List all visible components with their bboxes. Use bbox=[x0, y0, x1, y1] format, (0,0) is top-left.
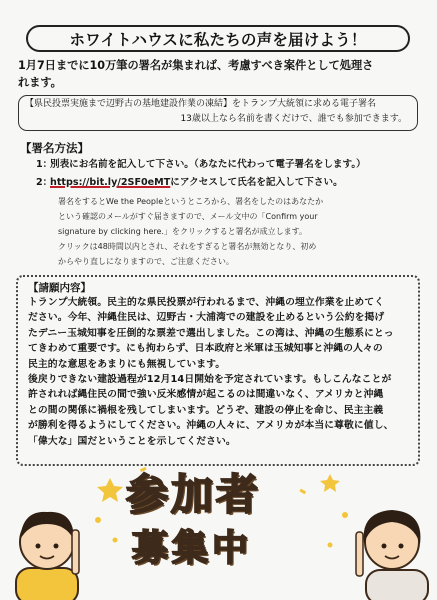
request-line: てきわめて重要です。にも拘わらず、日本政府と米軍は玉城知事と沖縄の人々の bbox=[28, 343, 383, 355]
step-1-text: 別表にお名前を記入して下さい。（あなたに代わって電子署名をします。） bbox=[50, 159, 366, 170]
child-right-icon bbox=[356, 510, 428, 600]
signing-step-2 bbox=[36, 176, 343, 190]
banner-line-1: 参加者 bbox=[126, 470, 262, 519]
request-line: ださい。今年、沖縄住民は、辺野古・大浦湾での建設を止めるという公約を掲げ bbox=[28, 312, 385, 324]
request-line: 「偉大な」国だということを示してください。 bbox=[28, 435, 236, 447]
note-line: という確認のメールがすぐ届きますので、メール文中の「Confirm your bbox=[58, 212, 318, 221]
lead-text bbox=[18, 57, 423, 91]
request-line: が勝利を得るようにしてください。沖縄の人々に、アメリカが本当に尊敬に値し、 bbox=[28, 420, 394, 432]
note-line: 署名をするとWe the Peopleというところから、署名をしたのはあなたか bbox=[58, 197, 324, 206]
note-line: クリックは48時間以内とされ、それをすぎると署名が無効となり、初め bbox=[58, 242, 317, 251]
request-line: 民主的な意思をあまりにも無視しています。 bbox=[28, 358, 226, 370]
request-line: との間の関係に禍根を残してしまいます。どうぞ、建設の停止を命じ、民主主義 bbox=[28, 404, 384, 416]
note-line: からやり直しになりますので、ご注意ください。 bbox=[58, 257, 234, 266]
petition-line-1: 【県民投票実施まで辺野古の基地建設作業の凍結】をトランプ大統領に求める電子署名 bbox=[25, 99, 377, 109]
petition-link[interactable]: https://bit.ly/2SF0eMT bbox=[50, 177, 171, 188]
step-2-number: 2： bbox=[36, 177, 53, 188]
request-line: たデニー玉城知事を圧倒的な票差で選出しました。この湾は、沖縄の生態系にとっ bbox=[28, 327, 394, 339]
lead-line-2: れます。 bbox=[18, 76, 62, 89]
petition-summary-box bbox=[18, 95, 418, 131]
lead-line-1: 1月7日までに10万筆の署名が集まれば、考慮すべき案件として処理さ bbox=[18, 59, 374, 72]
signing-step-1 bbox=[36, 158, 366, 172]
request-line: 許されれば縄住民の間で強い反米感情が起こるのは間違いなく、アメリカと沖縄 bbox=[28, 389, 384, 401]
child-left-icon bbox=[16, 512, 79, 600]
step-1-number: 1： bbox=[36, 159, 53, 170]
banner-line-2: 募集中 bbox=[132, 528, 253, 569]
page-title: ホワイトハウスに私たちの声を届けよう！ bbox=[26, 25, 410, 52]
note-line: signature by clicking here.」をクリックすると署名が成立します。 bbox=[58, 227, 307, 236]
request-body bbox=[28, 295, 416, 449]
request-heading: 【請願内容】 bbox=[28, 282, 91, 294]
signing-heading: 【署名方法】 bbox=[20, 141, 89, 155]
step-2-text: にアクセスして氏名を記入して下さい。 bbox=[170, 177, 343, 188]
request-line: トランプ大統領。民主的な県民投票が行われるまで、沖縄の埋立作業を止めてく bbox=[28, 297, 385, 308]
signing-notes bbox=[58, 194, 403, 269]
request-line: 後戻りできない建設過程が12月14日開始を予定されています。もしこんなことが bbox=[28, 374, 392, 386]
petition-line-2: 13歳以上なら名前を書くだけで、誰でも参加できます。 bbox=[180, 114, 407, 124]
